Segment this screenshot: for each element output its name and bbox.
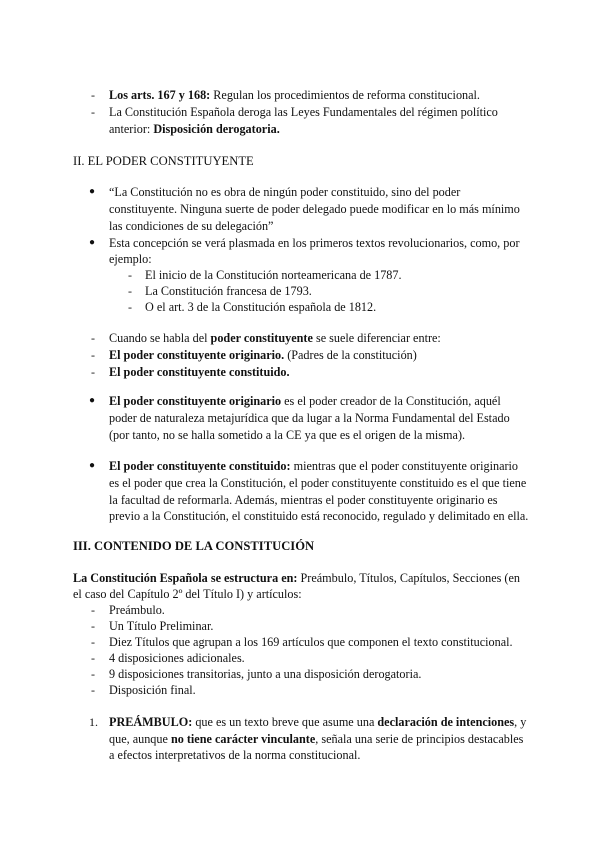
dash-marker: - [91,651,95,665]
concept-line-2: ejemplo: [109,252,152,266]
quote-line-1: “La Constitución no es obra de ningún poder constituido, sino del poder [109,185,461,199]
dash-marker: - [128,268,132,282]
structure-item: Preámbulo. [109,603,165,617]
constituido-para-line-1: El poder constituyente constituido: mientras que el poder constituyente originario [109,459,519,473]
structure-item: Disposición final. [109,683,196,697]
preambulo-line-3: a efectos interpretativos de la norma constitucional. [109,748,361,762]
constituido-item: El poder constituyente constituido. [109,365,290,379]
list-item-derogation-l2: anterior: Disposición derogatoria. [109,122,280,136]
structure-item: Un Título Preliminar. [109,619,214,633]
concept-line-1: Esta concepción se verá plasmada en los primeros textos revolucionarios, como, por [109,236,520,250]
originario-para-line-3: (por tanto, no se halla sometido a la CE ya que es el origen de la misma). [109,428,466,442]
dash-marker: - [128,300,132,314]
bullet-marker: ● [89,395,96,406]
dash-marker: - [91,105,95,119]
dash-marker: - [91,667,95,681]
section-heading-poder-constituyente: II. EL PODER CONSTITUYENTE [73,154,254,168]
originario-item: El poder constituyente originario. (Padres de la constitución) [109,348,417,362]
constituido-para-line-2: es el poder que crea la Constitución, el poder constituyente constituido es el que tiene [109,476,527,490]
constituido-para-line-3: la facultad de reformarla. Además, mientras el poder constituyente originario es [109,493,498,507]
originario-para-line-2: poder de naturaleza metajurídica que da lugar a la Norma Fundamental del Estado [109,411,510,425]
dash-marker: - [91,348,95,362]
structure-intro-line-2: el caso del Capítulo 2º del Título I) y artículos: [73,587,302,601]
list-item-arts-167-168: Los arts. 167 y 168: Regulan los procedimientos de reforma constitucional. [109,88,480,102]
sub-item-1787: El inicio de la Constitución norteamericana de 1787. [145,268,402,282]
structure-item: 9 disposiciones transitorias, junto a una disposición derogatoria. [109,667,422,681]
quote-line-3: las condiciones de su delegación” [109,219,274,233]
dash-marker: - [91,331,95,345]
section-heading-contenido: III. CONTENIDO DE LA CONSTITUCIÓN [73,539,315,553]
sub-item-1793: La Constitución francesa de 1793. [145,284,312,298]
dash-marker: - [91,683,95,697]
dash-marker: - [128,284,132,298]
dash-marker: - [91,365,95,379]
structure-item: 4 disposiciones adicionales. [109,651,245,665]
bullet-marker: ● [89,460,96,471]
structure-intro-line-1: La Constitución Española se estructura en: Preámbulo, Títulos, Capítulos, Secciones (en [73,571,520,585]
quote-line-2: constituyente. Ninguna suerte de poder delegado puede modificar en lo más mínimo [109,202,520,216]
sub-item-1812: O el art. 3 de la Constitución española de 1812. [145,300,377,314]
structure-item: Diez Títulos que agrupan a los 169 artículos que componen el texto constitucional. [109,635,513,649]
originario-para-line-1: El poder constituyente originario es el poder creador de la Constitución, aquél [109,394,501,408]
list-item-derogation-l1: La Constitución Española deroga las Leyes Fundamentales del régimen político [109,105,498,119]
dash-marker: - [91,635,95,649]
bullet-marker: ● [89,186,96,197]
constituido-para-line-4: previo a la Constitución, el constituido está reconocido, regulado y delimitado en ella. [109,509,529,523]
preambulo-line-1: PREÁMBULO: que es un texto breve que asume una declaración de intenciones, y [109,715,527,729]
dash-marker: - [91,603,95,617]
preambulo-line-2: que, aunque no tiene carácter vinculante, señala una serie de principios destacables [109,732,524,746]
bullet-marker: ● [89,237,96,248]
dash-marker: - [91,619,95,633]
dash-marker: - [91,88,95,102]
distinction-item: Cuando se habla del poder constituyente se suele diferenciar entre: [109,331,441,345]
number-marker: 1. [89,715,98,729]
